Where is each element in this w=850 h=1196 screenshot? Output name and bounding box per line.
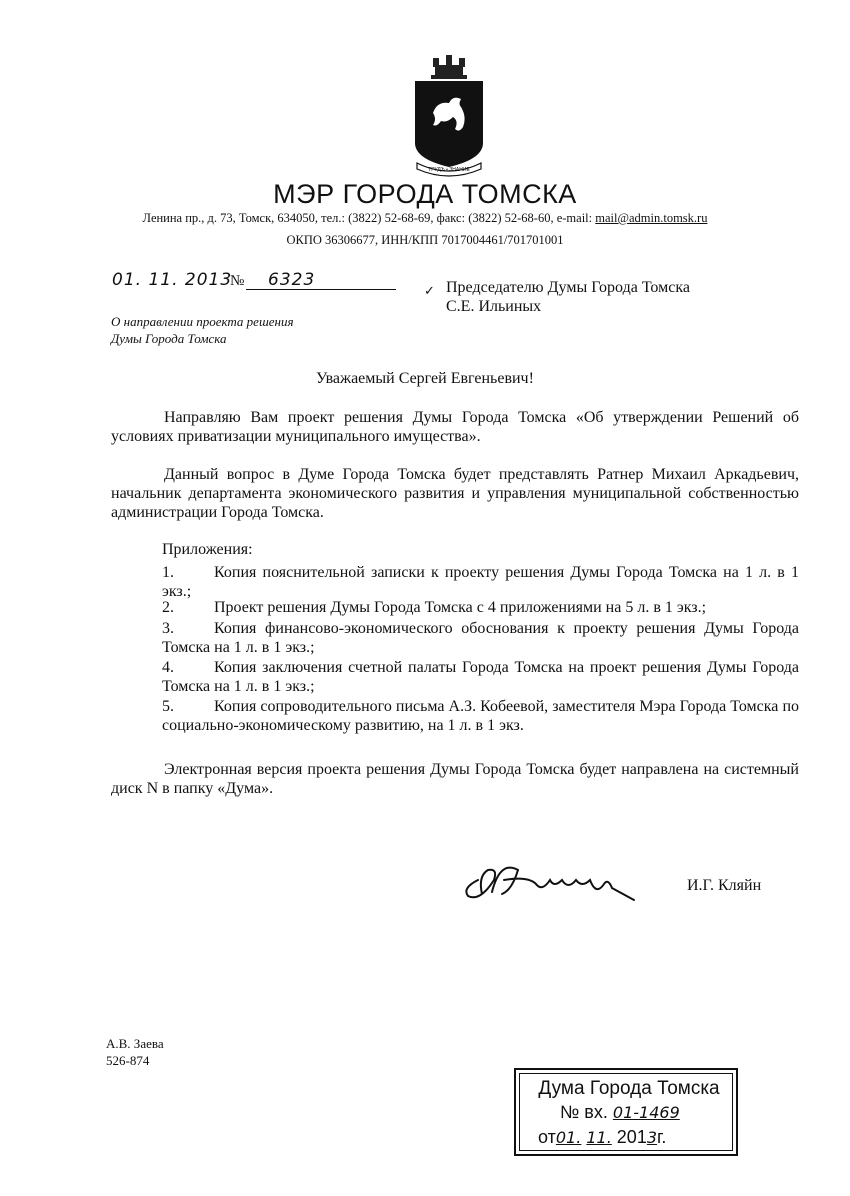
letter-subject — [111, 313, 294, 347]
paragraph: Электронная версия проекта решения Думы Города Томска будет направлена на системный диск N в папку «Дума». — [111, 761, 799, 797]
attachment-text: Копия заключения счетной палаты Города Томска на проект решения Думы Города Томска на 1 л. в 1 экз.; — [162, 659, 799, 695]
stamp-from-label: от — [538, 1127, 556, 1147]
attachment-text: Копия пояснительной записки к проекту решения Думы Города Томска на 1 л. в 1 экз.; — [162, 564, 799, 600]
stamp-day: 01. — [555, 1128, 582, 1147]
attachment-text: Проект решения Думы Города Томска с 4 приложениями на 5 л. в 1 экз.; — [214, 599, 707, 616]
stamp-date — [538, 1127, 666, 1148]
attachment-number: 5. — [162, 698, 174, 715]
stamp-title: Дума Города Томска — [538, 1078, 720, 1099]
contact-info — [0, 211, 850, 226]
stamp-year-prefix: 201 — [616, 1127, 647, 1147]
city-coat-of-arms — [411, 55, 487, 177]
subject-line: Думы Города Томска — [111, 331, 227, 346]
attachments-heading: Приложения: — [162, 541, 253, 558]
paragraph: Направляю Вам проект решения Думы Города Томска «Об утверждении Решений об условиях приватизации муниципального имущества». — [111, 409, 799, 445]
attachment-text: Копия сопроводительного письма А.З. Кобеевой, заместителя Мэра Города Томска по социально-экономическому развитию, на 1 л. в 1 экз. — [162, 698, 799, 734]
registration-number-label: № — [230, 273, 245, 289]
executor-phone: 526-874 — [106, 1053, 150, 1068]
stamp-year-suffix: г. — [657, 1127, 667, 1147]
addressee-name: С.Е. Ильиных — [446, 298, 542, 315]
executor-info — [106, 1035, 164, 1069]
attachment-number: 3. — [162, 620, 174, 637]
attachment-item — [162, 619, 799, 657]
greeting: Уважаемый Сергей Евгеньевич! — [316, 370, 534, 387]
attachment-number: 1. — [162, 564, 174, 581]
registration-number: 6323 — [268, 270, 316, 290]
attachment-number: 4. — [162, 659, 174, 676]
attachment-number: 2. — [162, 599, 174, 616]
stamp-in-label: № вх. — [560, 1102, 608, 1122]
attachment-text: Копия финансово-экономического обоснования к проекту решения Думы Города Томска на 1 л. в 1 экз.; — [162, 620, 799, 656]
paragraph: Данный вопрос в Думе Города Томска будет представлять Ратнер Михаил Аркадьевич, начальник департамента экономического развития и управления муниципальной собственностью администрации Города Томска. — [111, 466, 799, 521]
attachment-item — [162, 598, 799, 617]
crest-motto: ТРУДЪ • ЗНАНИЕ — [428, 167, 470, 173]
addressee-position: Председателю Думы Города Томска — [446, 279, 690, 296]
checkmark-icon: ✓ — [424, 283, 435, 298]
subject-line: О направлении проекта решения — [111, 314, 294, 329]
incoming-stamp — [514, 1068, 738, 1156]
addressee — [446, 278, 690, 316]
stamp-month: 11. — [586, 1128, 612, 1147]
signatory-name: И.Г. Кляйн — [687, 877, 762, 894]
attachment-item — [162, 697, 799, 735]
executor-name: А.В. Заева — [106, 1036, 164, 1051]
attachment-item — [162, 658, 799, 696]
attachment-item — [162, 563, 799, 601]
stamp-year-digit: 3 — [646, 1128, 658, 1147]
contact-text: Ленина пр., д. 73, Томск, 634050, тел.: (3822) 52-68-69, факс: (3822) 52-68-60, e-mail: — [142, 211, 596, 225]
page-title: МЭР ГОРОДА ТОМСКА — [273, 179, 577, 209]
email-link[interactable]: mail@admin.tomsk.ru — [595, 211, 708, 225]
registration-date: 01. 11. 2013 — [112, 270, 233, 290]
stamp-in-value: 01-1469 — [612, 1103, 680, 1122]
crown-icon — [431, 55, 467, 79]
stamp-incoming-number — [560, 1102, 680, 1123]
handwritten-signature — [458, 850, 648, 910]
okpo-info: ОКПО 36306677, ИНН/КПП 7017004461/701701001 — [286, 233, 564, 247]
